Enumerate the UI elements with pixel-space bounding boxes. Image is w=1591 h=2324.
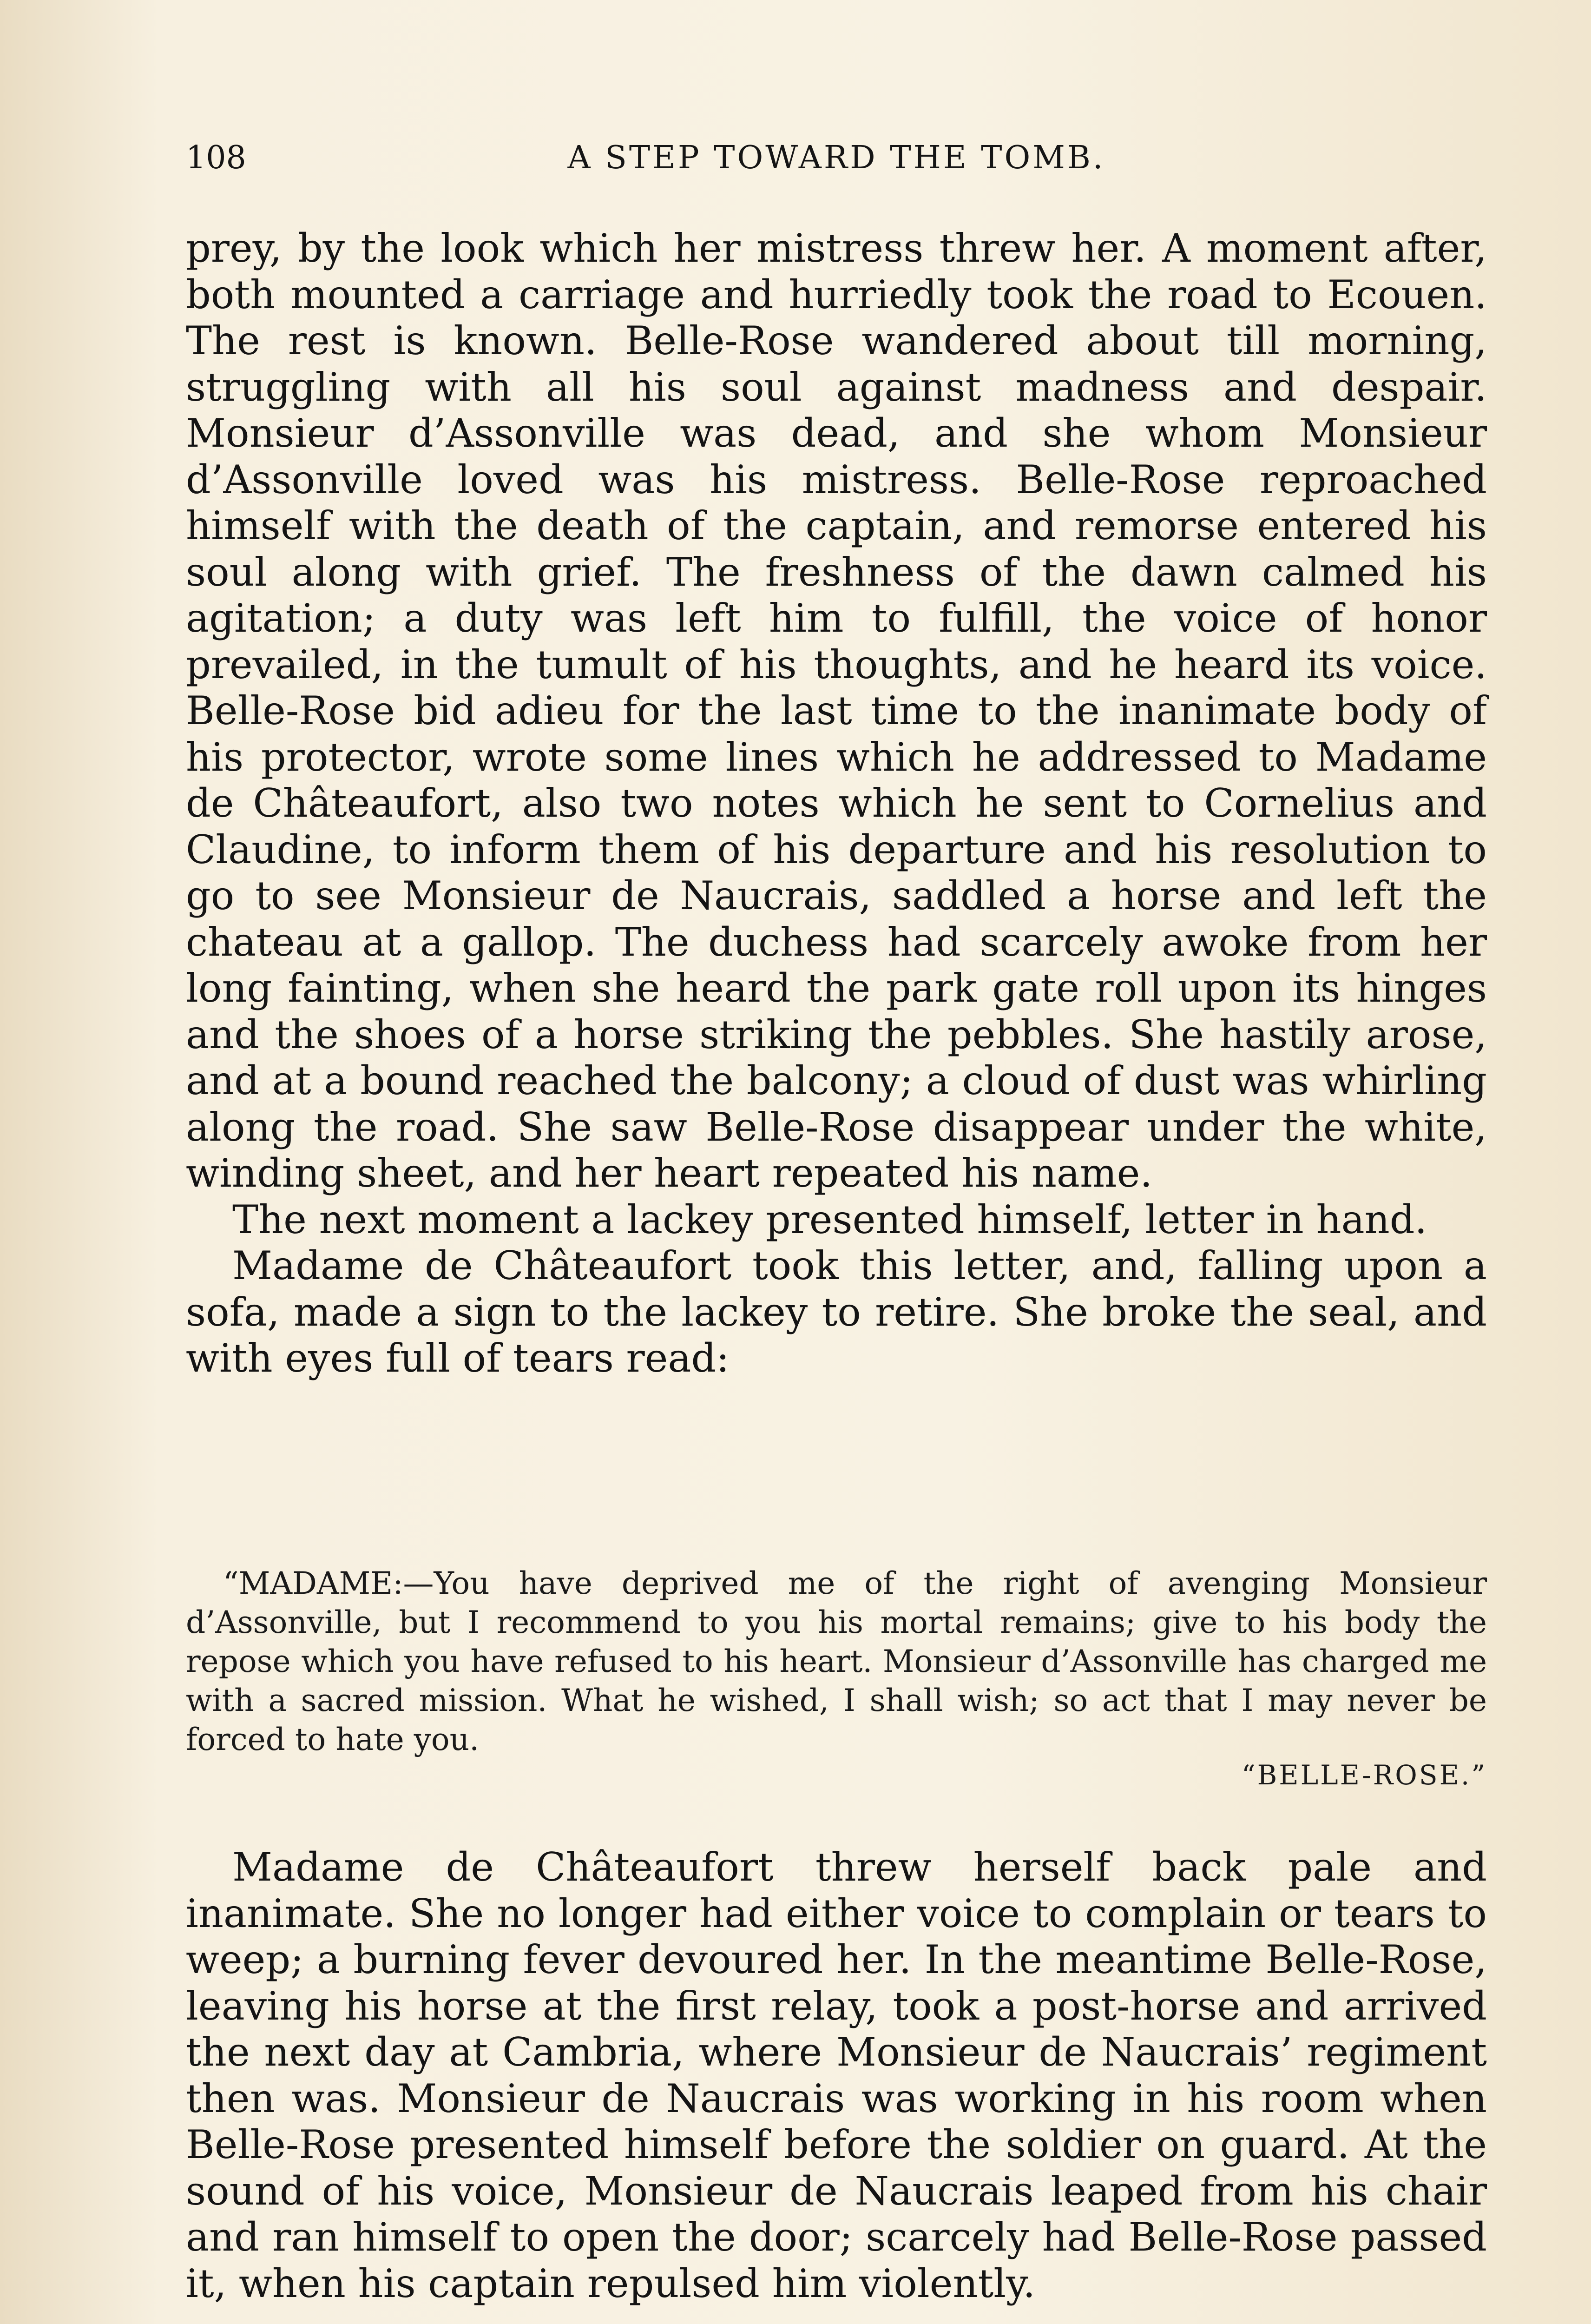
page-header — [186, 139, 1487, 191]
running-title: A STEP TOWARD THE TOMB. — [567, 139, 1105, 176]
letter-text: “MADAME:—You have deprived me of the right of avenging Monsieur d’Assonville, but I recommend to you his mortal remains; give to his body the repose which you have refused to his heart. Monsieur d’Assonville has charged me with a sacred mission. What he wished, I shall wish; so act that I may never be forced to hate you. — [186, 1565, 1487, 1757]
page-number: 108 — [186, 139, 246, 176]
letter-signature: “BELLE-ROSE.” — [1241, 1759, 1487, 1791]
body-text — [186, 225, 1487, 1382]
paragraph-1: prey, by the look which her mistress threw her. A moment after, both mounted a carriage and hurriedly took the road to Ecouen. The rest is known. Belle-Rose wandered about till morning, struggling with all his soul against madness and despair. Monsieur d’Assonville was dead, and she whom Monsieur d’Assonville loved was his mistress. Belle-Rose reproached himself with the death of the captain, and remorse entered his soul along with grief. The freshness of the dawn calmed his agitation; a duty was left him to fulfill, the voice of honor prevailed, in the tumult of his thoughts, and he heard its voice. Belle-Rose bid adieu for the last time to the inanimate body of his protector, wrote some lines which he addressed to Madame de Châteaufort, also two notes which he sent to Cornelius and Claudine, to inform them of his departure and his resolution to go to see Monsieur de Naucrais, saddled a horse and left the chateau at a gallop. The duchess had scarcely awoke from her long fainting, when she heard the park gate roll upon its hinges and the shoes of a horse striking the pebbles. She hastily arose, and at a bound reached the balcony; a cloud of dust was whirling along the road. She saw Belle-Rose disappear under the white, winding sheet, and her heart repeated his name. — [186, 225, 1487, 1196]
paragraph-2: The next moment a lackey presented himself, letter in hand. — [232, 1196, 1427, 1242]
paragraph-3: Madame de Châteaufort took this letter, and, falling upon a sofa, made a sign to the lackey to retire. She broke the seal, and with eyes full of tears read: — [186, 1243, 1487, 1381]
paragraph-4: Madame de Châteaufort threw herself back pale and inanimate. She no longer had either voice to complain or tears to weep; a burning fever devoured her. In the meantime Belle-Rose, leaving his horse at the first relay, took a post-horse and arrived the next day at Cambria, where Monsieur de Naucrais’ regiment then was. Monsieur de Naucrais was working in his room when Belle-Rose presented himself before the soldier on guard. At the sound of his voice, Monsieur de Naucrais leaped from his chair and ran himself to open the door; scarcely had Belle-Rose passed it, when his captain repulsed him violently. — [186, 1844, 1487, 2306]
